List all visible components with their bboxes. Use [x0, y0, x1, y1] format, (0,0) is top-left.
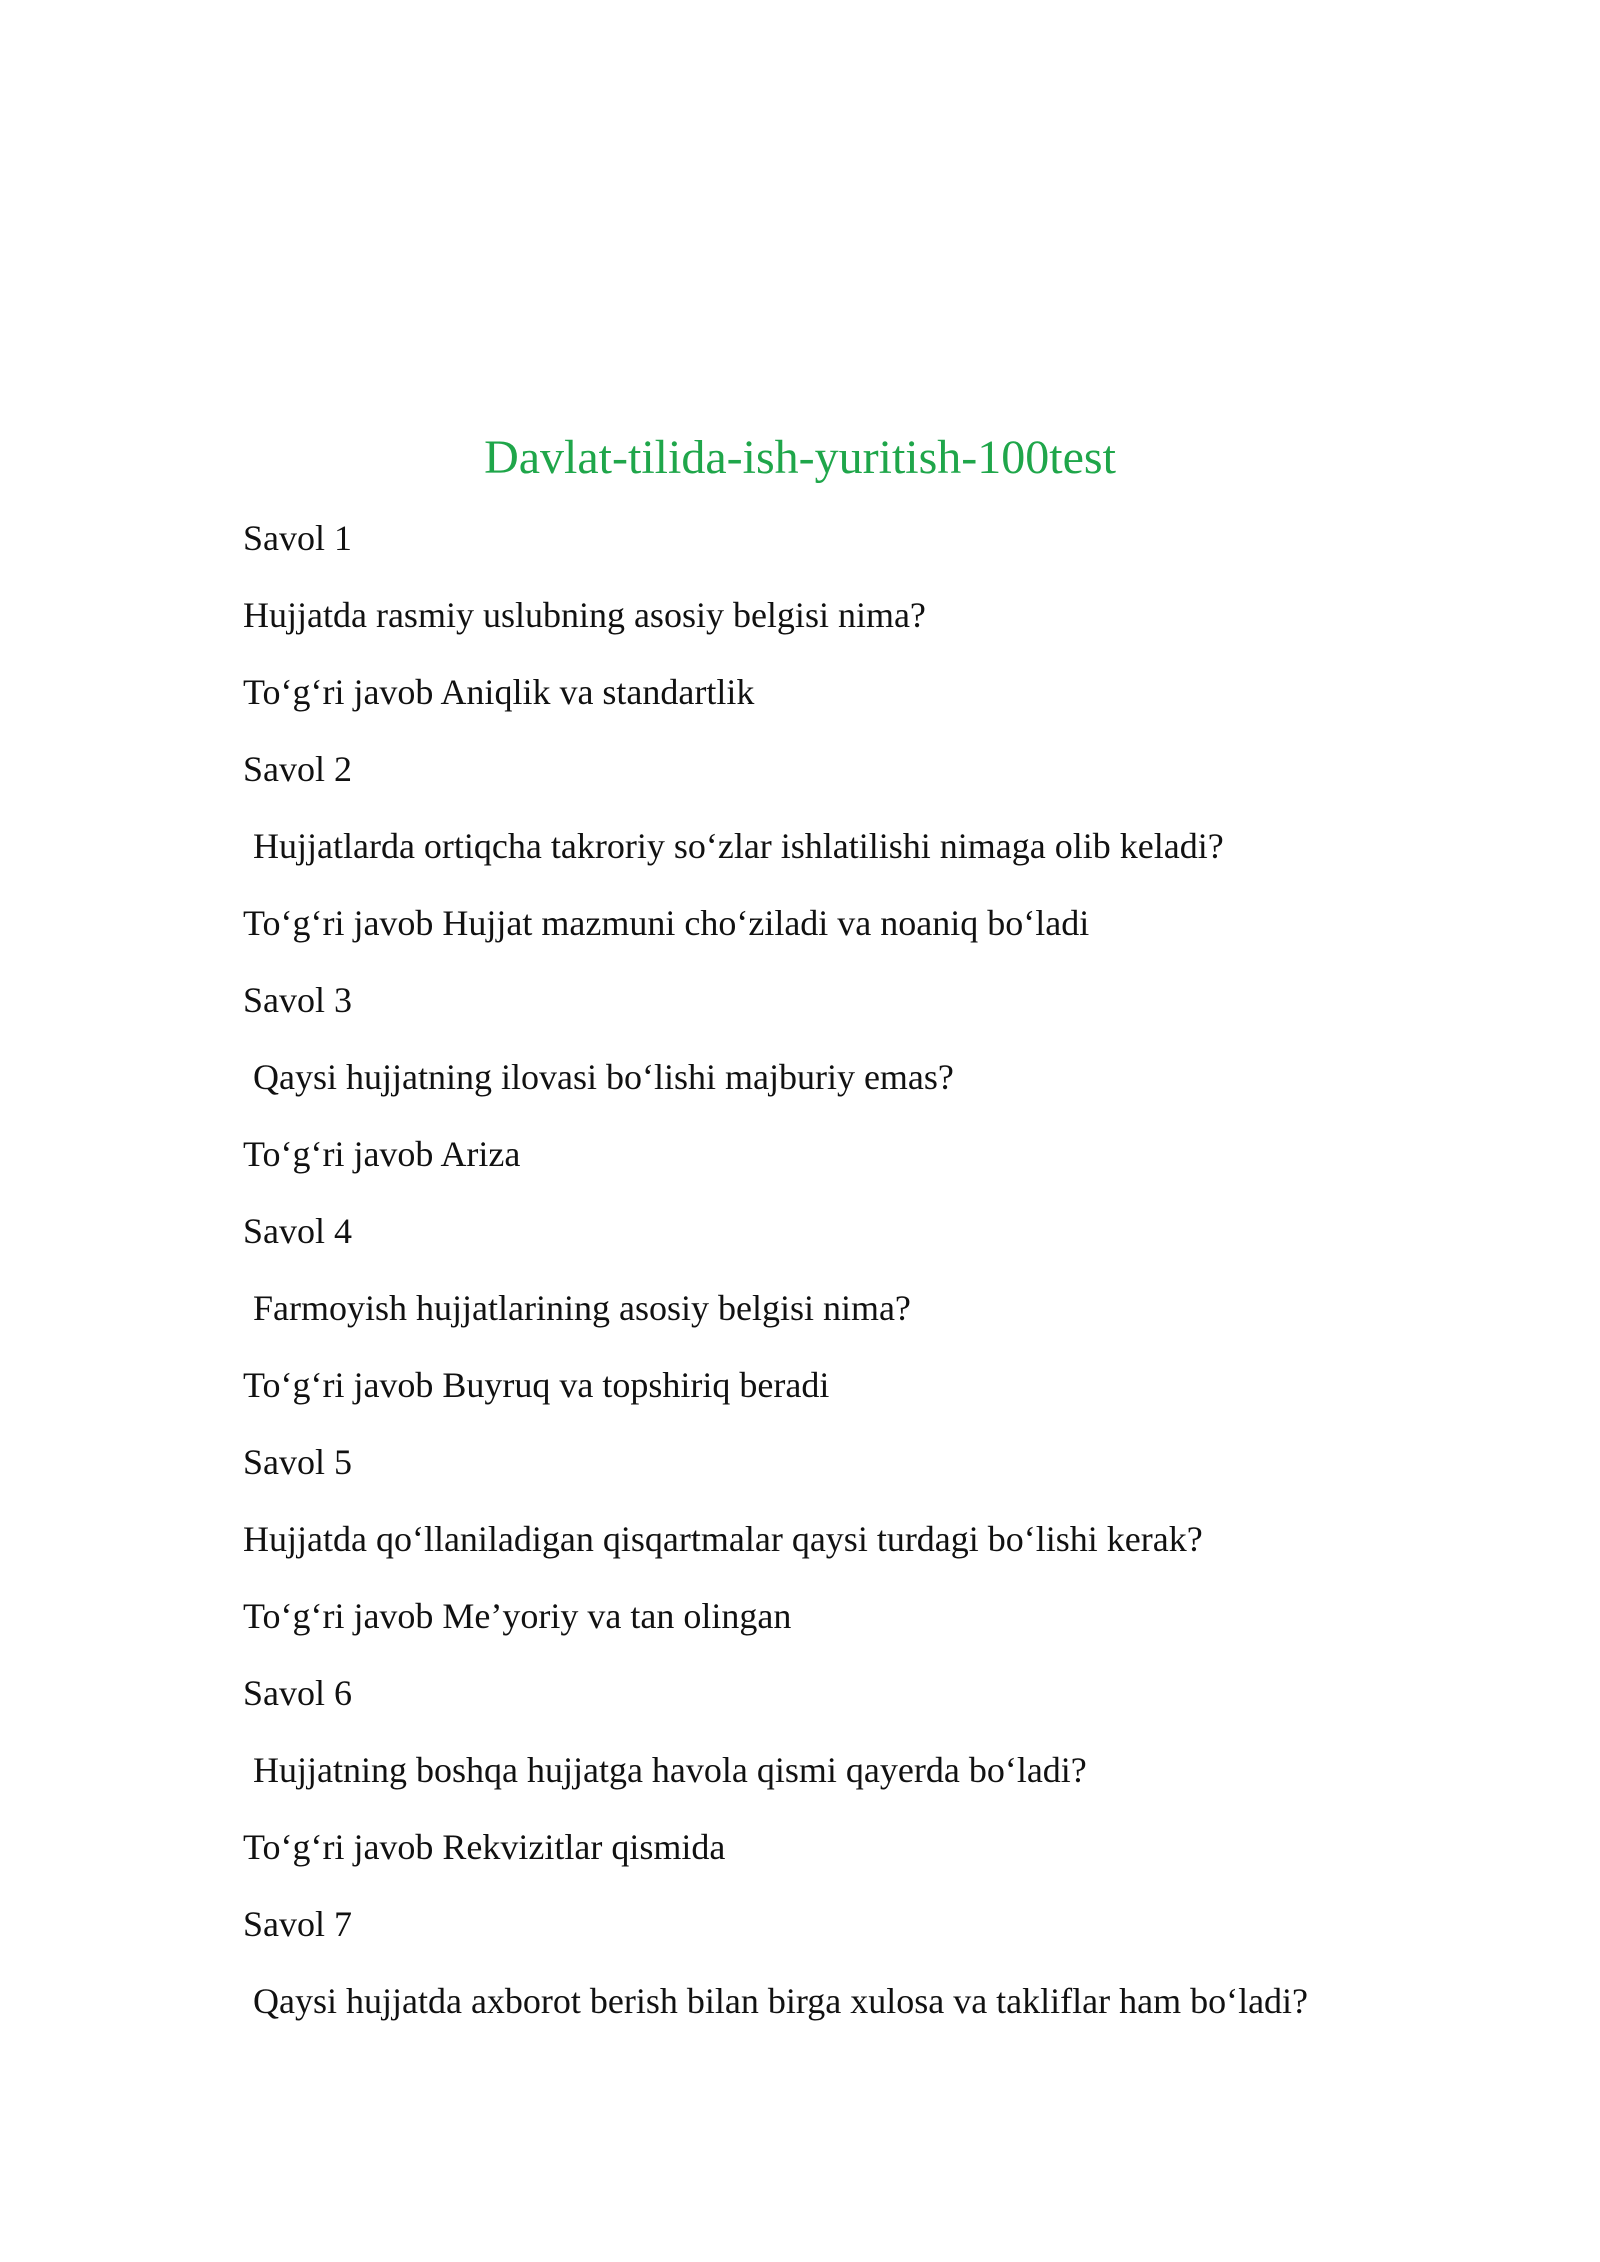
- question-text: Qaysi hujjatda axborot berish bilan birga xulosa va takliflar ham bo‘ladi?: [253, 1981, 1309, 2021]
- correct-answer: To‘g‘ri javob Me’yoriy va tan olingan: [243, 1596, 792, 1636]
- question-text: Hujjatda rasmiy uslubning asosiy belgisi nima?: [243, 595, 926, 635]
- question-text: Qaysi hujjatning ilovasi bo‘lishi majburiy emas?: [253, 1057, 954, 1097]
- correct-answer: To‘g‘ri javob Buyruq va topshiriq beradi: [243, 1365, 830, 1405]
- question-label: Savol 6: [243, 1673, 353, 1713]
- question-label: Savol 4: [243, 1211, 353, 1251]
- question-label: Savol 2: [243, 749, 353, 789]
- document-title: Davlat-tilida-ish-yuritish-100test: [484, 431, 1116, 484]
- correct-answer: To‘g‘ri javob Ariza: [243, 1134, 521, 1174]
- question-text: Farmoyish hujjatlarining asosiy belgisi nima?: [253, 1288, 911, 1328]
- question-text: Hujjatning boshqa hujjatga havola qismi qayerda bo‘ladi?: [253, 1750, 1087, 1790]
- question-label: Savol 5: [243, 1442, 353, 1482]
- question-text: Hujjatlarda ortiqcha takroriy so‘zlar ishlatilishi nimaga olib keladi?: [253, 826, 1224, 866]
- question-label: Savol 3: [243, 980, 353, 1020]
- correct-answer: To‘g‘ri javob Hujjat mazmuni cho‘ziladi va noaniq bo‘ladi: [243, 903, 1090, 943]
- question-text: Hujjatda qo‘llaniladigan qisqartmalar qaysi turdagi bo‘lishi kerak?: [243, 1519, 1203, 1559]
- question-list: [243, 516, 1443, 2056]
- correct-answer: To‘g‘ri javob Rekvizitlar qismida: [243, 1827, 726, 1867]
- question-label: Savol 7: [243, 1904, 353, 1944]
- correct-answer: To‘g‘ri javob Aniqlik va standartlik: [243, 672, 755, 712]
- question-label: Savol 1: [243, 518, 353, 558]
